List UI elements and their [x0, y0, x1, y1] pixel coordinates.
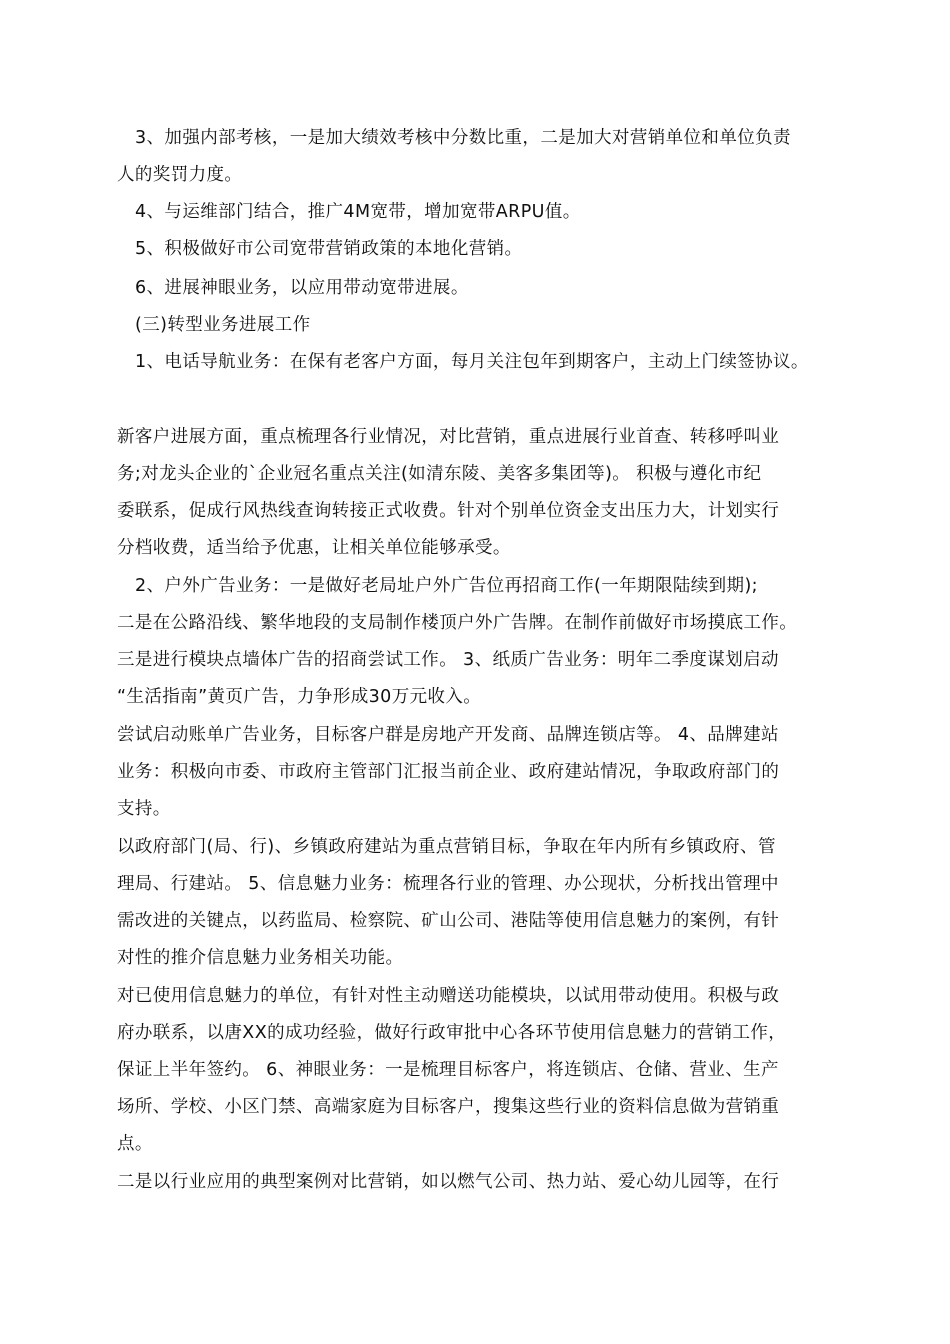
- text-line: 府办联系，以唐XX的成功经验，做好行政审批中心各环节使用信息魅力的营销工作，: [117, 1023, 787, 1043]
- section-heading: (三)转型业务进展工作: [135, 315, 311, 335]
- text-line: 以政府部门(局、行)、乡镇政府建站为重点营销目标，争取在年内所有乡镇政府、管: [117, 837, 776, 857]
- text-line: 理局、行建站。 5、信息魅力业务：梳理各行业的管理、办公现状，分析找出管理中: [117, 874, 779, 894]
- text-line: 二是在公路沿线、繁华地段的支局制作楼顶户外广告牌。在制作前做好市场摸底工作。: [117, 613, 798, 633]
- text-line: 支持。: [117, 799, 171, 819]
- text-line: 三是进行模块点墙体广告的招商尝试工作。 3、纸质广告业务：明年二季度谋划启动: [117, 650, 779, 670]
- text-line: 对性的推介信息魅力业务相关功能。: [117, 948, 404, 968]
- text-line: 分档收费，适当给予优惠，让相关单位能够承受。: [117, 538, 511, 558]
- text-line: 二是以行业应用的典型案例对比营销，如以燃气公司、热力站、爱心幼儿园等，在行: [117, 1172, 780, 1192]
- text-line: 2、户外广告业务：一是做好老局址户外广告位再招商工作(一年期限陆续到期);: [135, 576, 758, 596]
- text-line: 保证上半年签约。 6、神眼业务：一是梳理目标客户，将连锁店、仓储、营业、生产: [117, 1060, 779, 1080]
- text-line: 委联系，促成行风热线查询转接正式收费。针对个别单位资金支出压力大，计划实行: [117, 501, 780, 521]
- text-line: 务;对龙头企业的`企业冠名重点关注(如清东陵、美客多集团等)。 积极与遵化市纪: [117, 464, 762, 484]
- text-line: 需改进的关键点，以药监局、检察院、矿山公司、港陆等使用信息魅力的案例，有针: [117, 911, 780, 931]
- text-line: 点。: [117, 1134, 153, 1154]
- text-line: 6、进展神眼业务，以应用带动宽带进展。: [135, 278, 469, 298]
- text-line: 人的奖罚力度。: [117, 165, 243, 185]
- text-line: 5、积极做好市公司宽带营销政策的本地化营销。: [135, 239, 523, 259]
- text-line: 业务：积极向市委、市政府主管部门汇报当前企业、政府建站情况，争取政府部门的: [117, 762, 780, 782]
- text-line: 新客户进展方面，重点梳理各行业情况，对比营销，重点进展行业首查、转移呼叫业: [117, 427, 780, 447]
- text-line: 1、电话导航业务：在保有老客户方面，每月关注包年到期客户，主动上门续签协议。: [135, 352, 809, 372]
- text-line: 对已使用信息魅力的单位，有针对性主动赠送功能模块，以试用带动使用。积极与政: [117, 986, 780, 1006]
- text-line: 3、加强内部考核，一是加大绩效考核中分数比重，二是加大对营销单位和单位负责: [135, 128, 791, 148]
- text-line: 尝试启动账单广告业务，目标客户群是房地产开发商、品牌连锁店等。 4、品牌建站: [117, 725, 779, 745]
- text-line: 场所、学校、小区门禁、高端家庭为目标客户，搜集这些行业的资料信息做为营销重: [117, 1097, 780, 1117]
- text-line: “生活指南”黄页广告，力争形成30万元收入。: [117, 687, 482, 707]
- text-line: 4、与运维部门结合，推广4M宽带，增加宽带ARPU值。: [135, 202, 581, 222]
